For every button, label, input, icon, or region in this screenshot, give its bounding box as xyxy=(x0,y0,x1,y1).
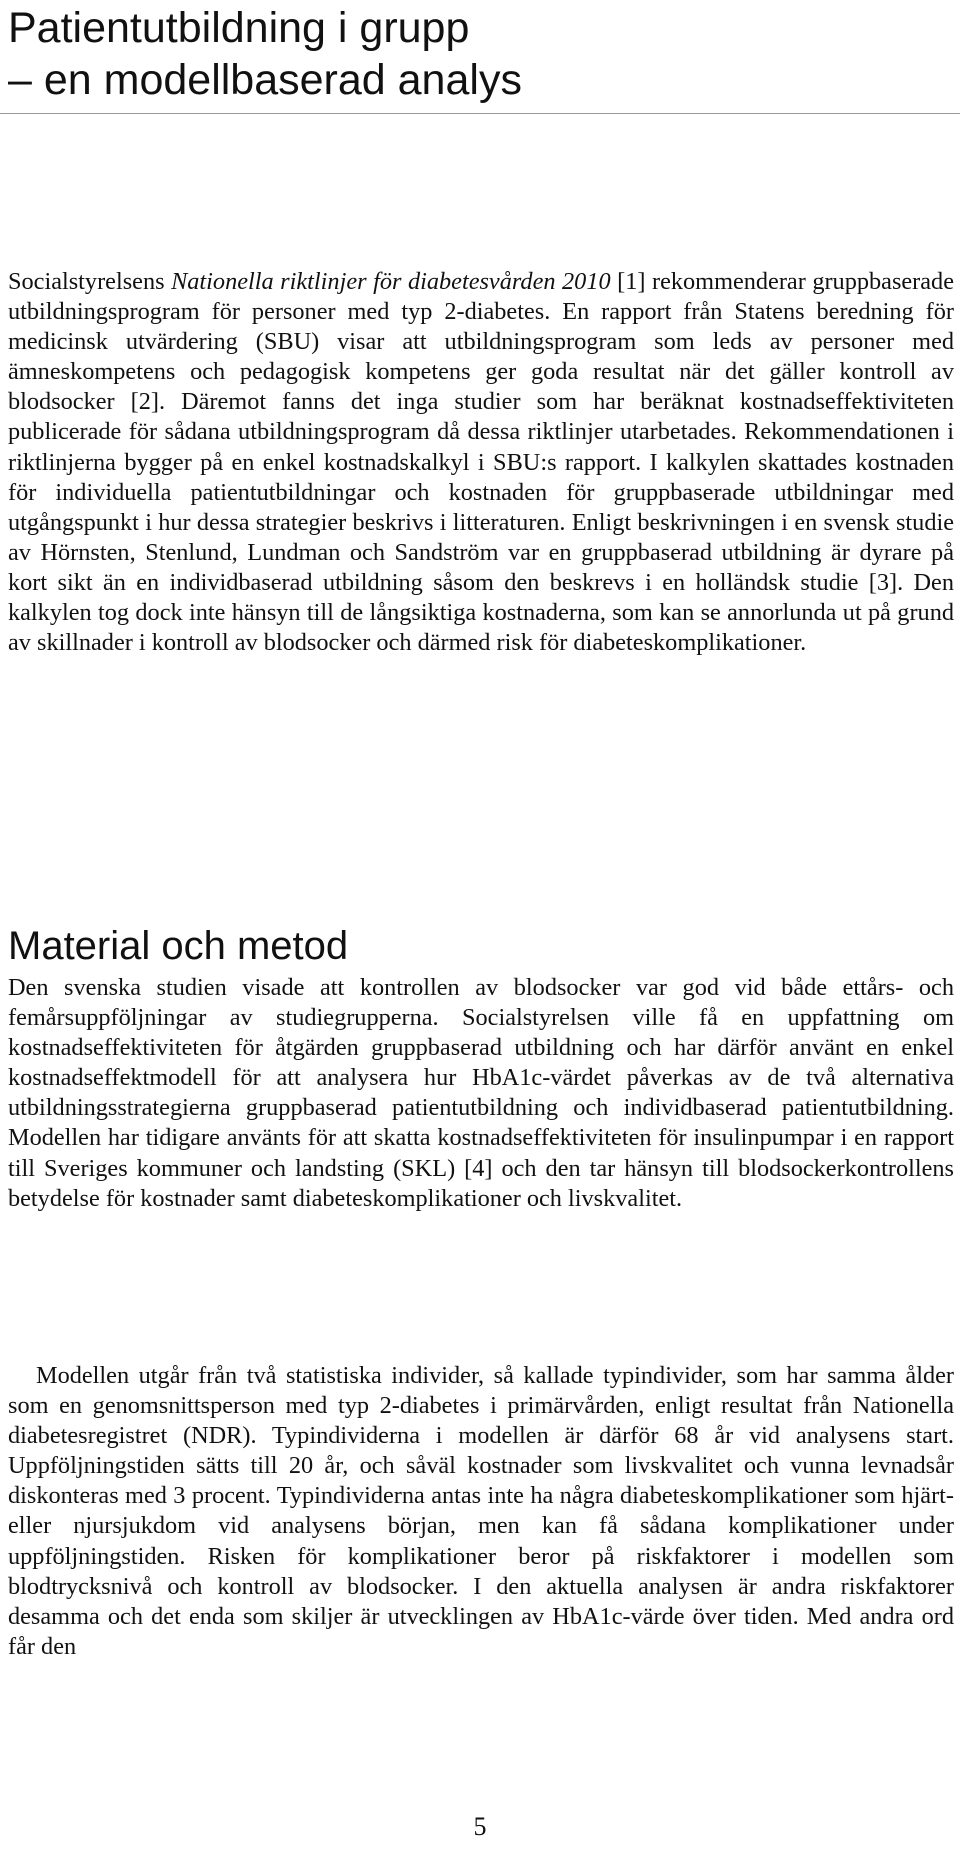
page-title-line-1: Patientutbildning i grupp xyxy=(8,4,470,52)
title-divider xyxy=(0,113,960,114)
section-heading: Material och metod xyxy=(8,924,349,968)
page-title-line-2: – en modellbaserad analys xyxy=(8,56,522,104)
guideline-title-italic: Nationella riktlinjer för diabetesvården 2010 xyxy=(171,268,611,295)
method-paragraph-2: Modellen utgår från två statistiska individer, så kallade typindivider, som har samma ålder som en genomsnittsperson med typ 2-diabetes i primärvården, enligt resultat från Nationella diabetesregistret (NDR). Typindividerna i modellen är därför 68 år vid analysens start. Uppföljningstiden sätts till 20 år, och såväl kostnader som livskvalitet och vunna levnadsår diskonteras med 3 procent. Typindividerna antas inte ha några diabeteskomplikationer som hjärt- eller njursjukdom vid analysens början, men kan få sådana komplikationer under uppföljningstiden. Risken för komplikationer beror på riskfaktorer i modellen som blodtrycksnivå och kontroll av blodsocker. I den aktuella analysen är andra riskfaktorer desamma och det enda som skiljer är utvecklingen av HbA1c-värde över tiden. Med andra ord får den xyxy=(8,1362,954,1660)
page-title xyxy=(8,2,948,106)
intro-paragraph xyxy=(8,267,954,658)
intro-text-rest: [1] rekommenderar gruppbaserade utbildningsprogram för personer med typ 2-diabetes. En rapport från Statens beredning för medicinsk utvärdering (SBU) visar att utbildningsprogram som leds av personer med ämneskompetens och pedagogisk kompetens ger goda resultat när det gäller kontroll av blodsocker [2]. Däremot fanns det inga studier som har beräknat kostnadseffektiviteten publicerade för sådana utbildningsprogram då dessa riktlinjer utarbetades. Rekommendationen i riktlinjerna bygger på en enkel kostnadskalkyl i SBU:s rapport. I kalkylen skattades kostnaden för individuella patientutbildningar och kostnaden för gruppbaserade utbildningar med utgångspunkt i hur dessa strategier beskrivs i litteraturen. Enligt beskrivningen i en svensk studie av Hörnsten, Stenlund, Lundman och Sandström var en gruppbaserad utbildning är dyrare på kort sikt än en individbaserad utbildning såsom den beskrevs i en holländsk studie [3]. Den kalkylen tog dock inte hänsyn till de långsiktiga kostnaderna, som kan se annorlunda ut på grund av skillnader i kontroll av blodsocker och därmed risk för diabeteskomplikationer. xyxy=(8,268,954,657)
method-paragraph-1: Den svenska studien visade att kontrollen av blodsocker var god vid både ettårs- och femårsuppföljningar av studiegrupperna. Socialstyrelsen ville få en uppfattning om kostnadseffektiviteten för åtgärden gruppbaserad utbildning och har därför använt en enkel kostnadseffektmodell för att analysera hur HbA1c-värdet påverkas av de två alternativa utbildningsstrategierna gruppbaserad patientutbildning och individbaserad patientutbildning. Modellen har tidigare använts för att skatta kostnadseffektiviteten för insulinpumpar i en rapport till Sveriges kommuner och landsting (SKL) [4] och den tar hänsyn till blodsockerkontrollens betydelse för kostnader samt diabeteskomplikationer och livskvalitet. xyxy=(8,974,954,1212)
intro-text-start: Socialstyrelsens xyxy=(8,268,172,295)
page-number: 5 xyxy=(473,1812,487,1841)
